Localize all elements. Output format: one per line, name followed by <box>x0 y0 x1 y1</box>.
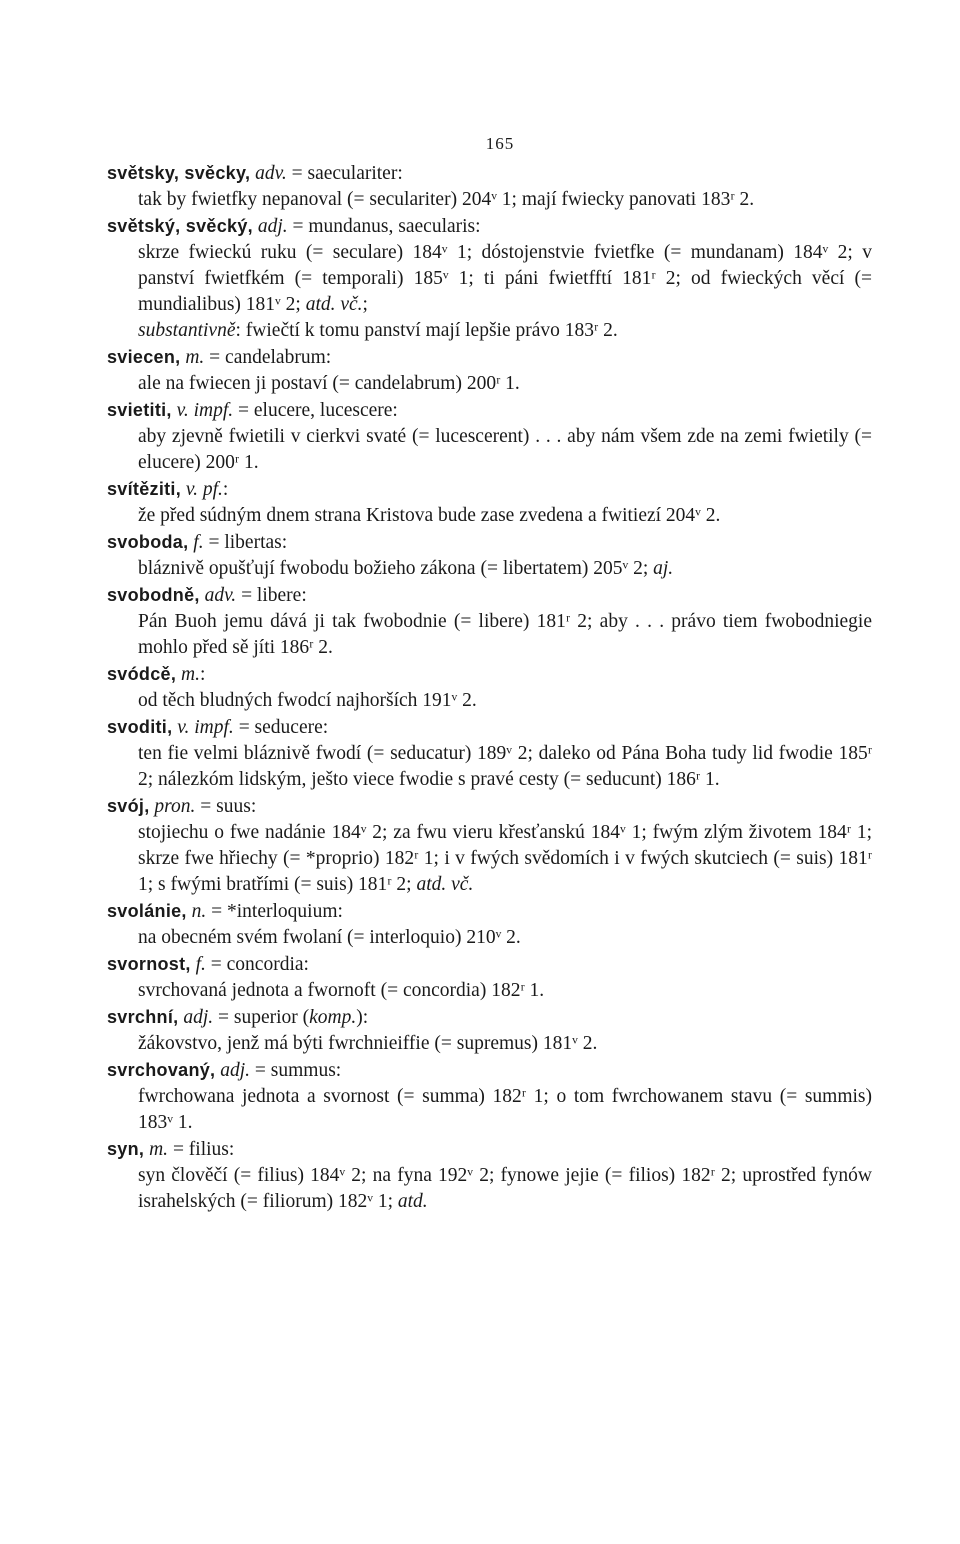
headword: svítěziti, <box>107 479 182 499</box>
entry-citations <box>138 1031 872 1057</box>
citation-punct: ; <box>362 294 368 315</box>
citation-body: svrchovaná jednota a fwornoft (= concordia) 182ʳ 1. <box>138 980 545 1001</box>
entry-head <box>107 1136 872 1163</box>
entry-citations <box>138 609 872 661</box>
latin-definition: = mundanus, saecularis: <box>287 216 481 237</box>
dictionary-entry <box>107 714 872 793</box>
entry-head <box>107 213 872 240</box>
entry-head <box>107 160 872 187</box>
entry-head <box>107 1057 872 1084</box>
entry-citations <box>138 187 872 213</box>
headword: svoboda, <box>107 532 189 552</box>
latin-definition: = suus: <box>195 796 257 817</box>
citation-text <box>138 820 872 898</box>
dictionary-entry <box>107 661 872 714</box>
latin-definition: = *interloquium: <box>206 901 343 922</box>
citation-text <box>138 1084 872 1136</box>
latin-definition: : <box>222 479 229 500</box>
dictionary-entry <box>107 476 872 529</box>
citation-body: ale na fwiecen ji postaví (= candelabrum) 200ʳ 1. <box>138 373 520 394</box>
grammar-label: pron. <box>154 796 196 817</box>
entry-citations <box>138 741 872 793</box>
entry-citations <box>138 424 872 476</box>
citation-text <box>138 187 872 213</box>
citation-text <box>138 1163 872 1215</box>
entry-head <box>107 951 872 978</box>
citation-text <box>138 556 872 582</box>
entry-citations <box>138 240 872 344</box>
latin-definition: = elucere, lucescere: <box>233 400 398 421</box>
dictionary-entry <box>107 898 872 951</box>
citation-abbrev: atd. <box>397 1191 428 1212</box>
latin-definition: = filius: <box>168 1139 235 1160</box>
latin-definition: = saeculariter: <box>286 163 403 184</box>
dictionary-entry <box>107 1057 872 1136</box>
entry-head <box>107 898 872 925</box>
grammar-label: v. impf. <box>177 717 234 738</box>
latin-definition: = libere: <box>236 585 307 606</box>
entry-head <box>107 529 872 556</box>
headword: svoditi, <box>107 717 173 737</box>
grammar-label: n. <box>191 901 207 922</box>
entry-citations <box>138 1163 872 1215</box>
definition-note: komp. <box>309 1007 357 1028</box>
citation-body: aby zjevně fwietili v cierkvi svaté (= lucescerent) . . . aby nám všem zde na zemi fwietily (= elucere) 200ʳ 1. <box>138 426 872 473</box>
entry-head <box>107 793 872 820</box>
grammar-label: adj. <box>257 216 288 237</box>
citation-text <box>138 318 872 344</box>
citation-abbrev: aj. <box>653 558 674 579</box>
entry-list <box>107 160 872 1215</box>
dictionary-entry <box>107 397 872 476</box>
citation-body: : fwiečtí k tomu panství mají lepšie právo 183ʳ 2. <box>235 320 618 341</box>
entry-citations <box>138 503 872 529</box>
citation-body: že před súdným dnem strana Kristova bude zase zvedena a fwitiezí 204ᵛ 2. <box>138 505 721 526</box>
citation-abbrev: atd. vč. <box>416 874 474 895</box>
headword: svornost, <box>107 954 191 974</box>
citation-body: od těch bludných fwodcí najhorších 191ᵛ 2. <box>138 690 477 711</box>
dictionary-entry <box>107 582 872 661</box>
citation-text <box>138 240 872 318</box>
grammar-label: adv. <box>204 585 237 606</box>
latin-definition: = summus: <box>250 1060 342 1081</box>
latin-definition: = concordia: <box>205 954 309 975</box>
citation-body: Pán Buoh jemu dává ji tak fwobodnie (= libere) 181ʳ 2; aby . . . právo tiem fwobodniegie mohlo před sě jíti 186ʳ 2. <box>138 611 872 658</box>
latin-definition: = libertas: <box>203 532 288 553</box>
grammar-label: f. <box>193 532 204 553</box>
entry-citations <box>138 978 872 1004</box>
usage-label: substantivně <box>138 320 236 341</box>
entry-head <box>107 714 872 741</box>
citation-body: ten fie velmi bláznivě fwodí (= seducatur) 189ᵛ 2; daleko od Pána Boha tudy lid fwodie 185ʳ 2; nálezkóm lidským, ješto viece fwodie s pravé cesty (= seducunt) 186ʳ 1. <box>138 743 872 790</box>
dictionary-entry <box>107 951 872 1004</box>
grammar-label: adj. <box>220 1060 251 1081</box>
grammar-label: m. <box>181 664 200 685</box>
citation-text <box>138 424 872 476</box>
dictionary-entry <box>107 1004 872 1057</box>
citation-body: žákovstvo, jenž má býti fwrchnieiffie (= supremus) 181ᵛ 2. <box>138 1033 598 1054</box>
headword: svobodně, <box>107 585 200 605</box>
entry-head <box>107 344 872 371</box>
headword: svój, <box>107 796 150 816</box>
citation-text <box>138 741 872 793</box>
entry-citations <box>138 820 872 898</box>
grammar-label: adv. <box>255 163 287 184</box>
grammar-label: v. pf. <box>185 479 223 500</box>
citation-body: tak by fwietfky nepanoval (= seculariter) 204ᵛ 1; mají fwiecky panovati 183ʳ 2. <box>138 189 755 210</box>
grammar-label: m. <box>149 1139 169 1160</box>
headword: svódcě, <box>107 664 177 684</box>
citation-body: syn člověčí (= filius) 184ᵛ 2; na fyna 192ᵛ 2; fynowe jejie (= filios) 182ʳ 2; uprostřed fynów israhelských (= filiorum) 182ᵛ 1; <box>138 1165 872 1212</box>
entry-head <box>107 476 872 503</box>
entry-citations <box>138 556 872 582</box>
dictionary-entry <box>107 213 872 344</box>
citation-body: stojiechu o fwe nadánie 184ᵛ 2; za fwu vieru křesťanskú 184ᵛ 1; fwým zlým životem 184ʳ 1; skrze fwe hřiechy (= *proprio) 182ʳ 1; i v fwých svědomích i v fwých skutciech (= suis) 181ʳ 1; s fwými bratřími (= suis) 181ʳ 2; <box>138 822 872 895</box>
grammar-label: m. <box>185 347 205 368</box>
headword: syn, <box>107 1139 145 1159</box>
latin-definition: = seducere: <box>233 717 329 738</box>
dictionary-entry <box>107 1136 872 1215</box>
citation-text <box>138 978 872 1004</box>
latin-definition: = superior ( <box>213 1007 310 1028</box>
entry-head <box>107 661 872 688</box>
citation-body: na obecném svém fwolaní (= interloquio) 210ᵛ 2. <box>138 927 521 948</box>
headword: svietiti, <box>107 400 172 420</box>
grammar-label: f. <box>195 954 206 975</box>
entry-citations <box>138 1084 872 1136</box>
citation-text <box>138 503 872 529</box>
headword: svrchní, <box>107 1007 179 1027</box>
entry-citations <box>138 371 872 397</box>
headword: světsky, svěcky, <box>107 163 251 183</box>
definition-suffix: ): <box>356 1007 369 1028</box>
citation-text <box>138 688 872 714</box>
citation-text <box>138 1031 872 1057</box>
entry-head <box>107 1004 872 1031</box>
citation-body: bláznivě opušťují fwobodu božieho zákona (= libertatem) 205ᵛ 2; <box>138 558 649 579</box>
grammar-label: v. impf. <box>176 400 234 421</box>
headword: svrchovaný, <box>107 1060 216 1080</box>
entry-head <box>107 397 872 424</box>
citation-text <box>138 371 872 397</box>
latin-definition: : <box>199 664 206 685</box>
citation-text <box>138 925 872 951</box>
headword: svolánie, <box>107 901 187 921</box>
page-number: 165 <box>485 134 515 153</box>
citation-body: skrze fwieckú ruku (= seculare) 184ᵛ 1; dóstojenstvie fvietfke (= mundanam) 184ᵛ 2; v panství fwietfkém (= temporali) 185ᵛ 1; ti páni fwietfftí 181ʳ 2; od fwieckých věcí (= mundialibus) 181ᵛ 2; <box>138 242 872 315</box>
citation-text <box>138 609 872 661</box>
citation-body: fwrchowana jednota a svornost (= summa) 182ʳ 1; o tom fwrchowanem stavu (= summis) 183ᵛ 1. <box>138 1086 872 1133</box>
entry-citations <box>138 925 872 951</box>
headword: sviecen, <box>107 347 181 367</box>
latin-definition: = candelabrum: <box>204 347 332 368</box>
dictionary-entry <box>107 160 872 213</box>
entry-head <box>107 582 872 609</box>
dictionary-entry <box>107 793 872 898</box>
dictionary-entry <box>107 529 872 582</box>
dictionary-entry <box>107 344 872 397</box>
grammar-label: adj. <box>183 1007 214 1028</box>
entry-citations <box>138 688 872 714</box>
citation-abbrev: atd. vč. <box>305 294 363 315</box>
headword: světský, svěcký, <box>107 216 253 236</box>
